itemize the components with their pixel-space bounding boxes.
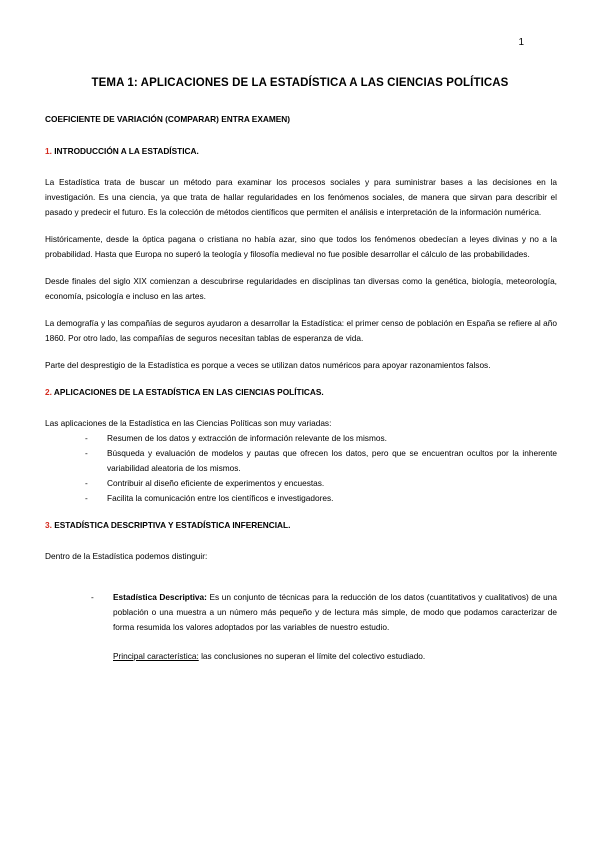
principal-text: las conclusiones no superan el límite del colectivo estudiado. [201,651,426,661]
principal-label: Principal característica: [113,651,199,661]
list-item: - Facilita la comunicación entre los científicos e investigadores. [85,491,557,506]
list-item: - Resumen de los datos y extracción de información relevante de los mismos. [85,431,557,446]
list-item: - Contribuir al diseño eficiente de experimentos y encuestas. [85,476,557,491]
paragraph: Desde finales del siglo XIX comienzan a descubrirse regularidades en disciplinas tan diversas como la genética, biología, meteorología, economía, psicología e incluso en las artes. [45,276,557,301]
section-intro: Las aplicaciones de la Estadística en las Ciencias Políticas son muy variadas: [45,418,332,428]
document-title: TEMA 1: APLICACIONES DE LA ESTADÍSTICA A LAS CIENCIAS POLÍTICAS [91,77,509,89]
principal-characteristic [113,649,557,664]
page-number: 1 [518,37,524,48]
document-body [45,112,557,664]
definition-item [91,590,557,635]
section-number: 1. [45,146,52,156]
section-intro: Dentro de la Estadística podemos distinguir: [45,551,208,561]
section-title: ESTADÍSTICA DESCRIPTIVA Y ESTADÍSTICA INFERENCIAL. [54,520,291,530]
section-3-heading [45,518,557,533]
paragraph: La Estadística trata de buscar un método para examinar los procesos sociales y para suministrar bases a las decisiones en la investigación. Es una ciencia, ya que trata de hallar regularidades en los fenómenos sociales, de manera que sirvan para describir el pasado y predecir el futuro. Es la colección de métodos científicos que permiten el análisis e interpretación de la información numérica. [45,177,557,217]
applications-list [85,431,557,506]
section-title: APLICACIONES DE LA ESTADÍSTICA EN LAS CIENCIAS POLÍTICAS. [53,387,324,397]
paragraph: Parte del desprestigio de la Estadística es porque a veces se utilizan datos numéricos para apoyar razonamientos falsos. [45,360,491,370]
section-2-heading [45,385,557,400]
section-number: 2. [45,387,52,397]
definition-term: Estadística Descriptiva: [113,592,207,602]
section-1-heading [45,144,557,159]
paragraph: Históricamente, desde la óptica pagana o cristiana no había azar, sino que todos los fenómenos obedecían a leyes divinas y no a la probabilidad. Hasta que Europa no superó la teología y filosofía medieval no fue posible desarrollar el cálculo de las probabilidades. [45,234,557,259]
definition-text: Es un conjunto de técnicas para la reducción de los datos (cuantitativos y cualitativos) de una población o una muestra a un número más pequeño y de lectura más simple, de modo que podamos caracterizar de forma resumida los valores adoptados por las variables de nuestro estudio. [113,592,557,632]
list-item: - Búsqueda y evaluación de modelos y pautas que ofrecen los datos, pero que se encuentran ocultos por la inherente variabilidad aleatoria de los mismos. [85,446,557,476]
section-number: 3. [45,520,52,530]
paragraph: La demografía y las compañías de seguros ayudaron a desarrollar la Estadística: el primer censo de población en España se refiere al año 1860. Por otro lado, las compañías de seguros necesitan tablas de esperanza de vida. [45,318,557,343]
subtitle: COEFICIENTE DE VARIACIÓN (COMPARAR) ENTRA EXAMEN) [45,114,291,124]
section-title: INTRODUCCIÓN A LA ESTADÍSTICA. [54,146,199,156]
